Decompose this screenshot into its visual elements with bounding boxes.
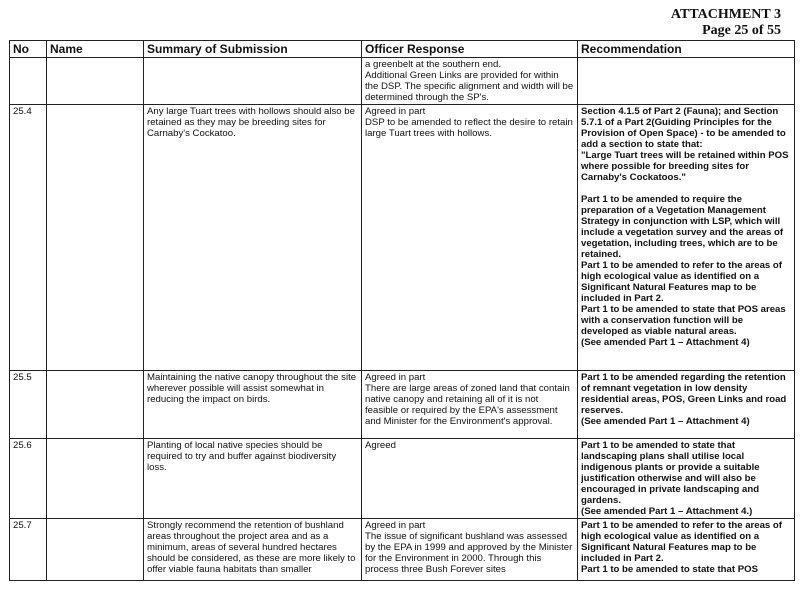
rec-line: (See amended Part 1 – Attachment 4.) — [581, 506, 753, 517]
cell-summary: Any large Tuart trees with hollows should also be retained as they may be breeding sites for Carnaby's Cockatoo. — [144, 105, 362, 371]
col-header-no: No — [10, 41, 47, 58]
response-line: a greenbelt at the southern end. — [365, 59, 502, 70]
col-header-name: Name — [47, 41, 144, 58]
table-row — [10, 105, 795, 371]
rec-line: Part 1 to be amended regarding the retention of remnant vegetation in low density residential areas, POS, Green Links and road reserves. — [581, 372, 787, 416]
table-row — [10, 519, 795, 581]
rec-line: (See amended Part 1 – Attachment 4) — [581, 416, 750, 427]
response-line: Additional Green Links are provided for within the DSP. The specific alignment and width will be determined through the SP's. — [365, 70, 574, 103]
table-row — [10, 439, 795, 519]
table-row — [10, 371, 795, 439]
submissions-table — [9, 40, 795, 581]
rec-line: Part 1 to be amended to refer to the areas of high ecological value as identified on a Significant Natural Features map to be included in Part 2. — [581, 260, 782, 304]
cell-summary: Planting of local native species should be required to try and buffer against biodiversity loss. — [144, 439, 362, 519]
cell-no: 25.7 — [10, 519, 47, 581]
cell-recommendation — [578, 439, 795, 519]
table-header-row — [10, 41, 795, 58]
table-row — [10, 58, 795, 105]
col-header-officer-response: Officer Response — [362, 41, 578, 58]
cell-recommendation — [578, 58, 795, 105]
cell-name — [47, 439, 144, 519]
cell-recommendation — [578, 105, 795, 371]
cell-recommendation — [578, 519, 795, 581]
rec-line: Part 1 to be amended to state that POS — [581, 564, 758, 575]
rec-line: Section 4.1.5 of Part 2 (Fauna); and Section 5.7.1 of a Part 2(Guiding Principles for the Provision of Open Space) - to be amended to add a section to state that: — [581, 106, 786, 150]
cell-officer-response — [362, 371, 578, 439]
cell-recommendation — [578, 371, 795, 439]
cell-officer-response — [362, 519, 578, 581]
cell-no: 25.4 — [10, 105, 47, 371]
response-line: Agreed in part — [365, 520, 426, 531]
rec-line: "Large Tuart trees will be retained within POS where possible for breeding sites for Carnaby's Cockatoos." — [581, 150, 789, 183]
cell-officer-response — [362, 105, 578, 371]
cell-summary — [144, 58, 362, 105]
response-line: There are large areas of zoned land that contain native canopy and retaining all of it is not feasible or required by the EPA's assessment and Minister for the Environment's approval. — [365, 383, 570, 427]
response-line: The issue of significant bushland was assessed by the EPA in 1999 and approved by the Minister for the Environment in 2000. Through this process three Bush Forever sites — [365, 531, 573, 575]
cell-name — [47, 519, 144, 581]
cell-no — [10, 58, 47, 105]
rec-line: (See amended Part 1 – Attachment 4) — [581, 337, 750, 348]
cell-name — [47, 105, 144, 371]
rec-line: Part 1 to be amended to refer to the areas of high ecological value as identified on a Significant Natural Features map to be included in Part 2. — [581, 520, 782, 564]
cell-name — [47, 58, 144, 105]
col-header-recommendation: Recommendation — [578, 41, 795, 58]
rec-line: Part 1 to be amended to state that landscaping plans shall utilise local indigenous plants or provide a suitable justification otherwise and will also be encouraged in private landscaping and gardens. — [581, 440, 760, 506]
rec-line: Part 1 to be amended to state that POS areas with a conservation function will be developed as viable natural areas. — [581, 304, 786, 337]
cell-no: 25.5 — [10, 371, 47, 439]
cell-summary: Strongly recommend the retention of bushland areas throughout the project area and as a minimum, areas of several hundred hectares should be considered, as these are more likely to offer viable fauna habitats than smaller — [144, 519, 362, 581]
cell-summary: Maintaining the native canopy throughout the site wherever possible will assist somewhat in reducing the impact on birds. — [144, 371, 362, 439]
response-line: Agreed — [365, 440, 396, 451]
cell-officer-response — [362, 58, 578, 105]
response-line: DSP to be amended to reflect the desire to retain large Tuart trees with hollows. — [365, 117, 573, 139]
attachment-label: ATTACHMENT 3 — [670, 7, 781, 22]
page-number: Page 25 of 55 — [702, 23, 781, 38]
response-line: Agreed in part — [365, 106, 426, 117]
col-header-summary: Summary of Submission — [144, 41, 362, 58]
cell-name — [47, 371, 144, 439]
cell-no: 25.6 — [10, 439, 47, 519]
cell-officer-response — [362, 439, 578, 519]
rec-line: Part 1 to be amended to require the preparation of a Vegetation Management Strategy in conjunction with LSP, which will include a vegetation survey and the areas of vegetation, including trees, which are to be retained. — [581, 194, 784, 260]
response-line: Agreed in part — [365, 372, 426, 383]
